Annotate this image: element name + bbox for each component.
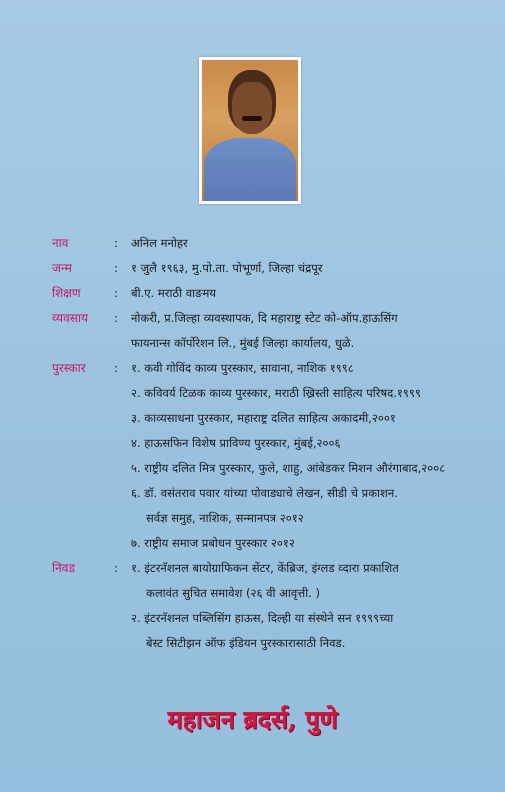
awards-row-cont <box>0 533 505 553</box>
selection-item-continuation: कलावंत सुचित समावेश (२६ वी आवृत्ती. ) <box>146 586 320 600</box>
selection-item: १. इंटरनॅशनल बायोग्राफिकन सेंटर, केंब्रिज, इंग्लड व्दारा प्रकाशित <box>131 561 399 575</box>
birth-row <box>0 258 505 278</box>
selection-row-cont <box>0 583 505 603</box>
colon: : <box>114 361 118 375</box>
colon: : <box>114 236 118 250</box>
selection-item-continuation: बेस्ट सिटीझन ऑफ इंडियन पुरस्कारासाठी निवड. <box>146 636 346 650</box>
occupation-row <box>0 308 505 328</box>
selection-item: २. इंटरनॅशनल पब्लिसिंग हाऊस, दिल्ही या संस्थेने सन १९९९च्या <box>131 611 394 625</box>
awards-row-cont <box>0 383 505 403</box>
selection-row-cont <box>0 633 505 653</box>
award-item: ७. राष्ट्रीय समाज प्रबोधन पुरस्कार २०१२ <box>131 536 295 550</box>
award-item: ६. डॉ. वसंतराव पवार यांच्या पोवाड्याचे लेखन, सीडी चे प्रकाशन. <box>131 486 398 500</box>
selection-label: निवड <box>52 561 75 575</box>
colon: : <box>114 261 118 275</box>
awards-row <box>0 358 505 378</box>
award-item: २. कविवर्य टिळक काव्य पुरस्कार, मराठी ख्रिस्ती साहित्य परिषद.१९९९ <box>131 386 421 400</box>
birth-label: जन्म <box>52 261 72 275</box>
author-photo <box>199 57 301 204</box>
name-row <box>0 233 505 253</box>
awards-row-cont <box>0 458 505 478</box>
awards-row-cont <box>0 433 505 453</box>
awards-row-cont <box>0 483 505 503</box>
name-value: अनिल मनोहर <box>131 236 188 250</box>
selection-row <box>0 558 505 578</box>
awards-row-cont <box>0 508 505 528</box>
selection-row-cont <box>0 608 505 628</box>
name-label: नाव <box>52 236 69 250</box>
occupation-row-cont <box>0 333 505 353</box>
occupation-line-2: फायनान्स कॉर्पोरेशन लि., मुंबई जिल्हा कार्यालय, धुळे. <box>131 336 355 350</box>
education-value: बी.ए. मराठी वाङमय <box>131 286 216 300</box>
education-label: शिक्षण <box>52 286 81 300</box>
award-item: १. कवी गोविंद काव्य पुरस्कार, सावाना, नाशिक १९९८ <box>131 361 354 375</box>
awards-row-cont <box>0 408 505 428</box>
award-item-continuation: सर्वज्ञ समुह, नाशिक, सन्मानपत्र २०१२ <box>146 511 304 525</box>
colon: : <box>114 286 118 300</box>
occupation-line-1: नोकरी, प्र.जिल्हा व्यवस्थापक, दि महाराष्ट्र स्टेट को-ऑप.हाऊसिंग <box>131 311 398 325</box>
colon: : <box>114 311 118 325</box>
colon: : <box>114 561 118 575</box>
occupation-label: व्यवसाय <box>52 311 88 325</box>
award-item: ५. राष्ट्रीय दलित मित्र पुरस्कार, फुले, शाहु, आंबेडकर मिशन औरंगाबाद,२००८ <box>131 461 446 475</box>
education-row <box>0 283 505 303</box>
birth-value: १ जुलै १९६३, मु.पो.ता. पोभूर्णा, जिल्हा चंद्रपूर <box>131 261 323 275</box>
awards-label: पुरस्कार <box>52 361 86 375</box>
author-portrait-image <box>202 60 298 201</box>
award-item: ३. काव्यसाधना पुरस्कार, महाराष्ट्र दलित साहित्य अकादमी,२००१ <box>131 411 396 425</box>
award-item: ४. हाऊसफिन विशेष प्राविण्य पुरस्कार, मुंबई,२००६ <box>131 436 341 450</box>
publisher-name: महाजन ब्रदर्स, पुणे <box>167 705 338 734</box>
